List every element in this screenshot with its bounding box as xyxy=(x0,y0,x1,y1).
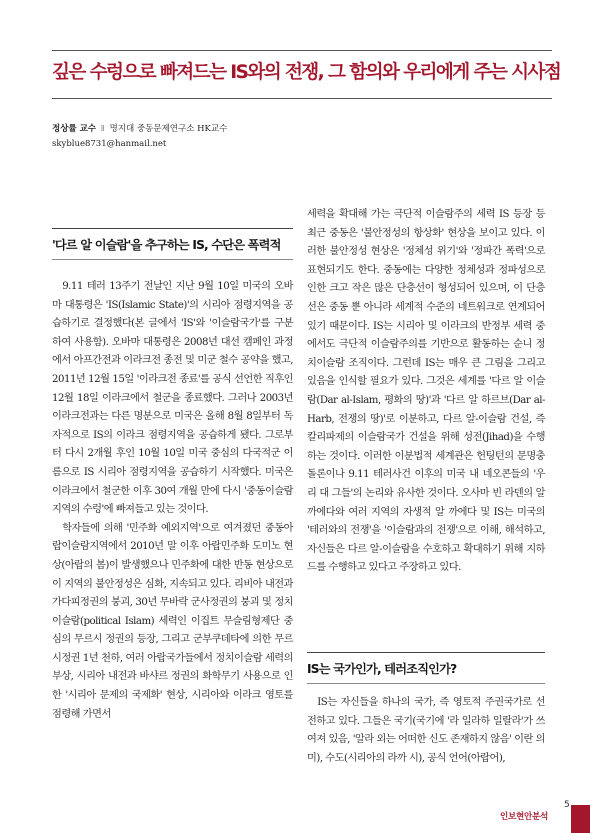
body-paragraph: 세력을 확대해 가는 극단적 이슬람주의 세력 IS 등장 등 최근 중동은 '불안정성의 항상화' 현상을 보이고 있다. 이러한 불안정성 현상은 '정체성 위기'와 '정파간 폭력'으로 표현되기도 한다. 중동에는 다양한 정체성과 정파성으로 인한 크고 작은 많은 단층선이 형성되어 있으며, 이 단층선은 중동 뿐 아니라 세계적 수준의 네트워크로 연계되어 있기 때문이다. IS는 시리아 및 이라크의 반정부 세력 중에서도 극단적 이슬람주의를 기반으로 활동하는 순니 정치이슬람 조직이다. 그런데 IS는 매우 큰 그림을 그리고 있음을 인식할 필요가 있다. 그것은 세계를 '다르 알 이슬람(Dar al-Islam, 평화의 땅)'과 '다르 알 하르브(Dar al-Harb, 전쟁의 땅)'로 이분하고, 다르 알-이슬람 건설, 즉 칼리파제의 이슬람국가 건설을 위해 성전(Jihad)을 수행하는 것이다. 이러한 이분법적 세계관은 헌팅턴의 문명충돌론이나 9.11 테러사건 이후의 미국 내 네오콘들의 '우리 대 그들'의 논리와 유사한 것이다. 오사마 빈 라덴의 알 까에다와 여러 지역의 자생적 알 까에다 및 IS는 미국의 '테러와의 전쟁'을 '이슬람과의 전쟁'으로 이해, 해석하고, 자신들은 다르 알-이슬람을 수호하고 확대하기 위해 지하드를 수행하고 있다고 주장하고 있다. xyxy=(307,209,545,574)
page-edge-bar xyxy=(571,805,590,833)
author-email[interactable]: skyblue8731@hanmail.net xyxy=(52,139,167,149)
article-title: 깊은 수렁으로 빠져드는 IS와의 전쟁, 그 함의와 우리에게 주는 시사점 xyxy=(52,62,561,83)
body-paragraph: 9.11 테러 13주기 전날인 지난 9월 10일 미국의 오바마 대통령은 'IS(Islamic State)'의 시리아 점령지역을 공습하기로 결정했다(본 글에서 'IS'와 '이슬람국가'를 구분하여 사용함). 오바마 대통령은 2008년 대선 캠페인 과정에서 아프간전과 이라크전 종전 및 미군 철수 공약을 했고, 2011년 12월 15일 '이라크전 종료'를 공식 선언한 직후인 12월 18일 이라크에서 철군을 종료했다. 그러나 2003년 이라크전과는 다른 명분으로 미국은 올해 8월 8일부터 독자적으로 IS의 이라크 점령지역을 공습하게 됐다. 그로부터 다시 2개월 후인 10월 10일 미국 중심의 다국적군 이름으로 IS 시리아 점령지역을 공습하기 시작했다. 미국은 이라크에서 철군한 이후 30여 개월 만에 다시 '중동이슬람지역의 수렁'에 빠져들고 있는 것이다. xyxy=(52,281,293,516)
section-rule-top-2 xyxy=(307,652,545,653)
section-rule-top-1 xyxy=(52,228,293,229)
author-affiliation: 명지대 중동문제연구소 HK교수 xyxy=(109,124,228,134)
title-rule xyxy=(52,98,552,99)
section-heading-2: IS는 국가인가, 테러조직인가? xyxy=(307,662,457,676)
section-rule-bottom-1 xyxy=(52,259,293,260)
right-column-top xyxy=(307,206,545,578)
section-heading-1: '다르 알 이슬람'을 추구하는 IS, 수단은 폭력적 xyxy=(52,238,281,252)
left-column xyxy=(52,278,293,724)
byline-separator: ǁ xyxy=(100,124,105,134)
body-paragraph: 학자들에 의해 '민주화 예외지역'으로 여겨졌던 중동아랍이슬람지역에서 2010년 말 이후 아랍민주화 도미노 현상(아랍의 봄)이 발생했으나 민주화에 대한 반동 현상으로 이 지역의 불안정성은 심화, 지속되고 있다. 리비아 내전과 가다피정권의 붕괴, 30년 무바락 군사정권의 붕괴 및 정치이슬람(political Islam) 세력인 이집트 무슬림형제단 중심의 무르시 정권의 등장, 그리고 군부쿠데타에 의한 무르시정권 1년 천하, 여러 아랍국가들에서 정치이슬람 세력의 부상, 시리아 내전과 바샤르 정권의 화학무기 사용으로 인한 '시리아 문제의 국제화' 현상, 시리아와 이라크 영토를 점령해 가면서 xyxy=(52,522,293,720)
byline xyxy=(52,122,227,152)
author-name: 정상률 교수 xyxy=(52,124,97,134)
top-rule xyxy=(52,50,552,51)
section-rule-bottom-2 xyxy=(307,683,545,684)
page-number: 5 xyxy=(564,800,570,810)
body-paragraph: IS는 자신들을 하나의 국가, 즉 영토적 주권국가로 선전하고 있다. 그들은 국기(국기에 '라 일라하 일랄라'가 쓰여져 있음, '알라 외는 어떠한 신도 존재하지 않음' 이란 의미), 수도(시리아의 라까 시), 공식 언어(아랍어), xyxy=(307,697,545,764)
footer-label: 인보현안분석 xyxy=(500,812,549,822)
right-column-bottom xyxy=(307,694,545,768)
